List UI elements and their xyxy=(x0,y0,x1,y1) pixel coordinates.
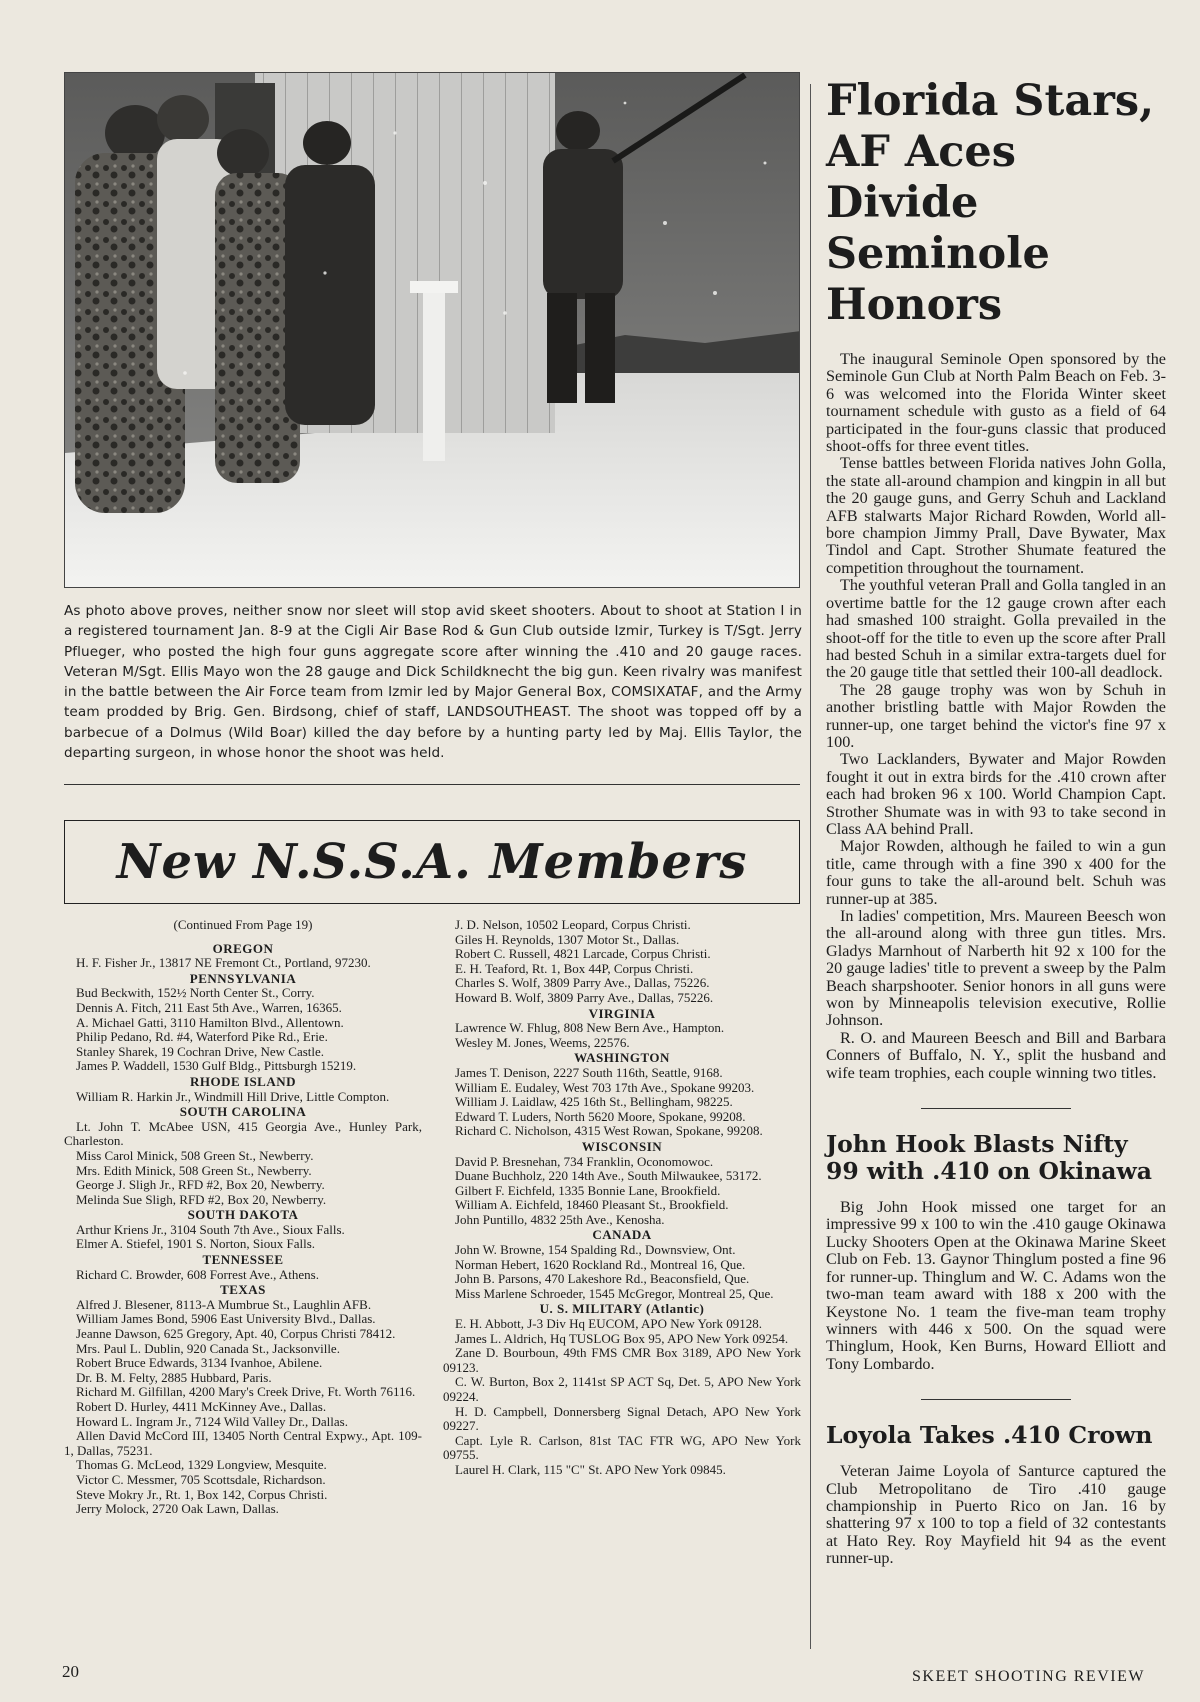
column-rule xyxy=(810,84,811,1649)
okinawa-headline: John Hook Blasts Nifty 99 with .410 on Okinawa xyxy=(826,1130,1152,1186)
publication-name: SKEET SHOOTING REVIEW xyxy=(912,1668,1145,1685)
state-heading: PENNSYLVANIA xyxy=(189,970,297,986)
article-paragraph: Major Rowden, although he failed to win a gun title, came through with a fine 390 x 400 for the four guns to take the all-around belt. Schuh was runner-up at 385. xyxy=(826,837,1166,908)
okinawa-article-body xyxy=(826,1199,1166,1373)
state-heading: OREGON xyxy=(212,940,274,956)
snow-skeet-photo xyxy=(64,72,800,588)
state-heading: TENNESSEE xyxy=(202,1252,284,1268)
member-entry: John B. Parsons, 470 Lakeshore Rd., Beaconsfield, Que. xyxy=(455,1271,750,1287)
member-entry: Robert C. Russell, 4821 Larcade, Corpus Christi. xyxy=(455,946,711,962)
member-entry: Dr. B. M. Felty, 2885 Hubbard, Paris. xyxy=(76,1369,272,1385)
member-entry: E. H. Teaford, Rt. 1, Box 44P, Corpus Christi. xyxy=(455,960,694,976)
page-number: 20 xyxy=(62,1662,79,1681)
member-entry: Dennis A. Fitch, 211 East 5th Ave., Warren, 16365. xyxy=(76,999,342,1015)
member-entry: William J. Laidlaw, 425 16th St., Bellingham, 98225. xyxy=(455,1094,733,1110)
members-title: New N.S.S.A. Members xyxy=(116,834,748,890)
member-entry: Richard M. Gilfillan, 4200 Mary's Creek Drive, Ft. Worth 76116. xyxy=(76,1384,416,1400)
member-entry: Arthur Kriens Jr., 3104 South 7th Ave., Sioux Falls. xyxy=(76,1221,345,1237)
member-entry: Howard L. Ingram Jr., 7124 Wild Valley Dr., Dallas. xyxy=(76,1413,348,1429)
article-paragraph: Tense battles between Florida natives John Golla, the state all-around champion and kingpin in all but the 20 gauge guns, and Gerry Schuh and Lackland AFB stalwarts Major Richard Rowden, World all-bore champion Jimmy Prall, Dave Bywater, Max Tindol and Capt. Strother Shumate featured the competition throughout the tournament. xyxy=(826,454,1166,577)
member-entry: Jerry Molock, 2720 Oak Lawn, Dallas. xyxy=(76,1501,279,1517)
member-entry: Philip Pedano, Rd. #4, Waterford Pike Rd., Erie. xyxy=(76,1029,328,1045)
member-entry: Miss Carol Minick, 508 Green St., Newberry. xyxy=(76,1147,314,1163)
loyola-article-body xyxy=(826,1463,1166,1567)
photo-caption: As photo above proves, neither snow nor sleet will stop avid skeet shooters. About to shoot at Station I in a registered tournament Jan. 8-9 at the Cigli Air Base Rod & Gun Club outside Izmir, Turkey is T/Sgt. Jerry Pflueger, who posted the high four guns aggregate score after winning the .410 and 20 gauge races. Veteran M/Sgt. Ellis Mayo won the 28 gauge and Dick Schildknecht the big gun. Keen rivalry was manifest in the battle between the Air Force team from Izmir led by Major General Box, COMSIXATAF, and the Army team prodded by Brig. Gen. Birdsong, chief of staff, LANDSOUTHEAST. The shoot was topped off by a barbecue of a Dolmus (Wild Boar) killed the day before by a hunting party led by Maj. Ellis Taylor, the departing surgeon, in whose honor the shoot was held. xyxy=(64,603,802,762)
state-heading: CANADA xyxy=(592,1227,652,1243)
member-entry: Thomas G. McLeod, 1329 Longview, Mesquite. xyxy=(76,1457,327,1473)
member-entry: Lt. John T. McAbee USN, 415 Georgia Ave., Hunley Park, Charleston. xyxy=(64,1118,422,1149)
article-paragraph: The inaugural Seminole Open sponsored by the Seminole Gun Club at North Palm Beach on Feb. 3-6 was welcomed into the Florida Winter skeet tournament schedule with gusto as a field of 64 participated in the four-guns classic that produced shoot-offs for three event titles. xyxy=(826,350,1166,456)
state-heading: SOUTH DAKOTA xyxy=(187,1207,299,1223)
article-paragraph: Big John Hook missed one target for an impressive 99 x 100 to win the .410 gauge Okinawa Lucky Shooters Open at the Okinawa Marine Skeet Club on Feb. 13. Gaynor Thinglum posted a fine 96 for runner-up. Thinglum and W. C. Adams won the two-man team award with 188 x 200 with the Keystone No. 1 team the five-man team trophy winners with 446 x 500. On the squad were Thinglum, Hook, Ken Burns, Howard Elliott and Tony Lombardo. xyxy=(826,1198,1166,1373)
member-entry: Laurel H. Clark, 115 "C" St. APO New York 09845. xyxy=(455,1461,726,1477)
seminole-article-body xyxy=(826,351,1166,1082)
member-entry: A. Michael Gatti, 3110 Hamilton Blvd., Allentown. xyxy=(76,1014,344,1030)
article-divider xyxy=(921,1399,1071,1400)
member-entry: Gilbert F. Eichfeld, 1335 Bonnie Lane, Brookfield. xyxy=(455,1182,721,1198)
article-paragraph: Two Lacklanders, Bywater and Major Rowden fought it out in extra birds for the .410 crown after each had broken 96 x 100. World Champion Capt. Strother Shumate was in with 93 to take second in Class AA behind Prall. xyxy=(826,750,1166,838)
member-entry: Robert Bruce Edwards, 3134 Ivanhoe, Abilene. xyxy=(76,1355,323,1371)
member-entry: Victor C. Messmer, 705 Scottsdale, Richardson. xyxy=(76,1471,326,1487)
member-entry: Capt. Lyle R. Carlson, 81st TAC FTR WG, APO New York 09755. xyxy=(443,1432,801,1463)
state-heading: WISCONSIN xyxy=(581,1138,663,1154)
member-entry: Steve Mokry Jr., Rt. 1, Box 142, Corpus Christi. xyxy=(76,1486,328,1502)
continued-note: (Continued From Page 19) xyxy=(173,917,313,932)
member-entry: William A. Eichfeld, 18460 Pleasant St., Brookfield. xyxy=(455,1197,729,1213)
member-entry: Wesley M. Jones, Weems, 22576. xyxy=(455,1034,630,1050)
member-entry: Allen David McCord III, 13405 North Central Expwy., Apt. 109-1, Dallas, 75231. xyxy=(64,1428,422,1458)
member-entry: Norman Hebert, 1620 Rockland Rd., Montreal 16, Que. xyxy=(455,1256,746,1272)
state-heading: U. S. MILITARY (Atlantic) xyxy=(539,1301,705,1317)
member-entry: Robert D. Hurley, 4411 McKinney Ave., Dallas. xyxy=(76,1399,327,1414)
member-entry: James T. Denison, 2227 South 116th, Seattle, 9168. xyxy=(455,1064,723,1080)
section-divider xyxy=(64,784,800,785)
member-entry: George J. Sligh Jr., RFD #2, Box 20, Newberry. xyxy=(76,1177,325,1193)
members-column-left xyxy=(64,918,422,1517)
article-paragraph: The youthful veteran Prall and Golla tangled in an overtime battle for the 12 gauge crown after each had smashed 100 straight. Golla prevailed in the shoot-off for the title to even up the score after Prall had bested Schuh in a similar extra-targets duel for the 20 gauge title that settled their 100-all deadlock. xyxy=(826,576,1166,682)
member-entry: James L. Aldrich, Hq TUSLOG Box 95, APO New York 09254. xyxy=(455,1330,789,1346)
member-entry: H. F. Fisher Jr., 13817 NE Fremont Ct., Portland, 97230. xyxy=(76,955,371,971)
state-heading: TEXAS xyxy=(220,1282,266,1298)
member-entry: William James Bond, 5906 East University Blvd., Dallas. xyxy=(76,1311,376,1327)
member-entry: David P. Bresnehan, 734 Franklin, Oconomowoc. xyxy=(455,1153,714,1169)
member-entry: Jeanne Dawson, 625 Gregory, Apt. 40, Corpus Christi 78412. xyxy=(76,1326,396,1342)
member-entry: William E. Eudaley, West 703 17th Ave., Spokane 99203. xyxy=(455,1079,755,1095)
members-title-box xyxy=(64,820,800,904)
member-entry: James P. Waddell, 1530 Gulf Bldg., Pittsburgh 15219. xyxy=(76,1058,357,1074)
loyola-headline: Loyola Takes .410 Crown xyxy=(826,1421,1153,1450)
member-entry: Elmer A. Stiefel, 1901 S. Norton, Sioux Falls. xyxy=(76,1236,316,1252)
article-paragraph: In ladies' competition, Mrs. Maureen Beesch won the all-around along with three gun titles. Mrs. Gladys Marnhout of Narberth hit 92 x 100 for the 20 gauge ladies' title to prevent a sweep by the Palm Beach sharpshooter. Senior honors in all guns were won by Minneapolis television executive, Rollie Johnson. xyxy=(826,907,1166,1030)
member-entry: Richard C. Browder, 608 Forrest Ave., Athens. xyxy=(76,1266,319,1282)
member-entry: William R. Harkin Jr., Windmill Hill Drive, Little Compton. xyxy=(76,1088,390,1104)
member-entry: Melinda Sue Sligh, RFD #2, Box 20, Newberry. xyxy=(76,1191,327,1207)
state-heading: WASHINGTON xyxy=(574,1050,670,1066)
member-entry: John W. Browne, 154 Spalding Rd., Downsview, Ont. xyxy=(455,1242,736,1258)
seminole-headline: Florida Stars, AF Aces Divide Seminole Honors xyxy=(826,76,1155,330)
state-heading: RHODE ISLAND xyxy=(189,1073,297,1089)
member-entry: Giles H. Reynolds, 1307 Motor St., Dallas. xyxy=(455,931,680,947)
article-divider xyxy=(921,1108,1071,1109)
member-entry: H. D. Campbell, Donnersberg Signal Detach, APO New York 09227. xyxy=(443,1403,801,1434)
member-entry: Bud Beckwith, 152½ North Center St., Corry. xyxy=(76,985,315,1001)
member-entry: C. W. Burton, Box 2, 1141st SP ACT Sq, Det. 5, APO New York 09224. xyxy=(443,1374,801,1404)
members-column-right xyxy=(443,918,801,1478)
article-paragraph: R. O. and Maureen Beesch and Bill and Barbara Conners of Buffalo, N. Y., split the husband and wife team trophies, each couple winning two titles. xyxy=(826,1028,1166,1082)
member-entry: Richard C. Nicholson, 4315 West Rowan, Spokane, 99208. xyxy=(455,1123,763,1139)
member-entry: Miss Marlene Schroeder, 1545 McGregor, Montreal 25, Que. xyxy=(455,1285,774,1301)
member-entry: Howard B. Wolf, 3809 Parry Ave., Dallas, 75226. xyxy=(455,989,714,1005)
member-entry: Duane Buchholz, 220 14th Ave., South Milwaukee, 53172. xyxy=(455,1168,762,1184)
state-heading: SOUTH CAROLINA xyxy=(179,1104,307,1120)
member-entry: Zane D. Bourboun, 49th FMS CMR Box 3189, APO New York 09123. xyxy=(443,1345,801,1375)
state-heading: VIRGINIA xyxy=(588,1005,656,1021)
member-entry: Mrs. Edith Minick, 508 Green St., Newberry. xyxy=(76,1162,312,1178)
member-entry: Charles S. Wolf, 3809 Parry Ave., Dallas, 75226. xyxy=(455,975,710,991)
member-entry: Mrs. Paul L. Dublin, 920 Canada St., Jacksonville. xyxy=(76,1340,340,1356)
member-entry: Lawrence W. Fhlug, 808 New Bern Ave., Hampton. xyxy=(455,1020,725,1036)
right-column xyxy=(826,76,1166,1568)
article-paragraph: The 28 gauge trophy was won by Schuh in another bristling battle with Major Rowden the runner-up, one target behind the victor's fine 97 x 100. xyxy=(826,680,1166,751)
article-paragraph: Veteran Jaime Loyola of Santurce captured the Club Metropolitano de Tiro .410 gauge championship in Puerto Rico on Jan. 16 by shattering 97 x 100 to top a field of 32 contestants at Hato Rey. Roy Mayfield hit 94 as the event runner-up. xyxy=(826,1462,1166,1568)
member-entry: Stanley Sharek, 19 Cochran Drive, New Castle. xyxy=(76,1043,325,1059)
member-entry: Edward T. Luders, North 5620 Moore, Spokane, 99208. xyxy=(455,1108,746,1124)
member-entry: John Puntillo, 4832 25th Ave., Kenosha. xyxy=(455,1211,665,1227)
member-entry: Alfred J. Blesener, 8113-A Mumbrue St., Laughlin AFB. xyxy=(76,1296,372,1312)
member-entry: E. H. Abbott, J-3 Div Hq EUCOM, APO New York 09128. xyxy=(455,1316,762,1332)
member-entry: J. D. Nelson, 10502 Leopard, Corpus Christi. xyxy=(455,917,691,932)
